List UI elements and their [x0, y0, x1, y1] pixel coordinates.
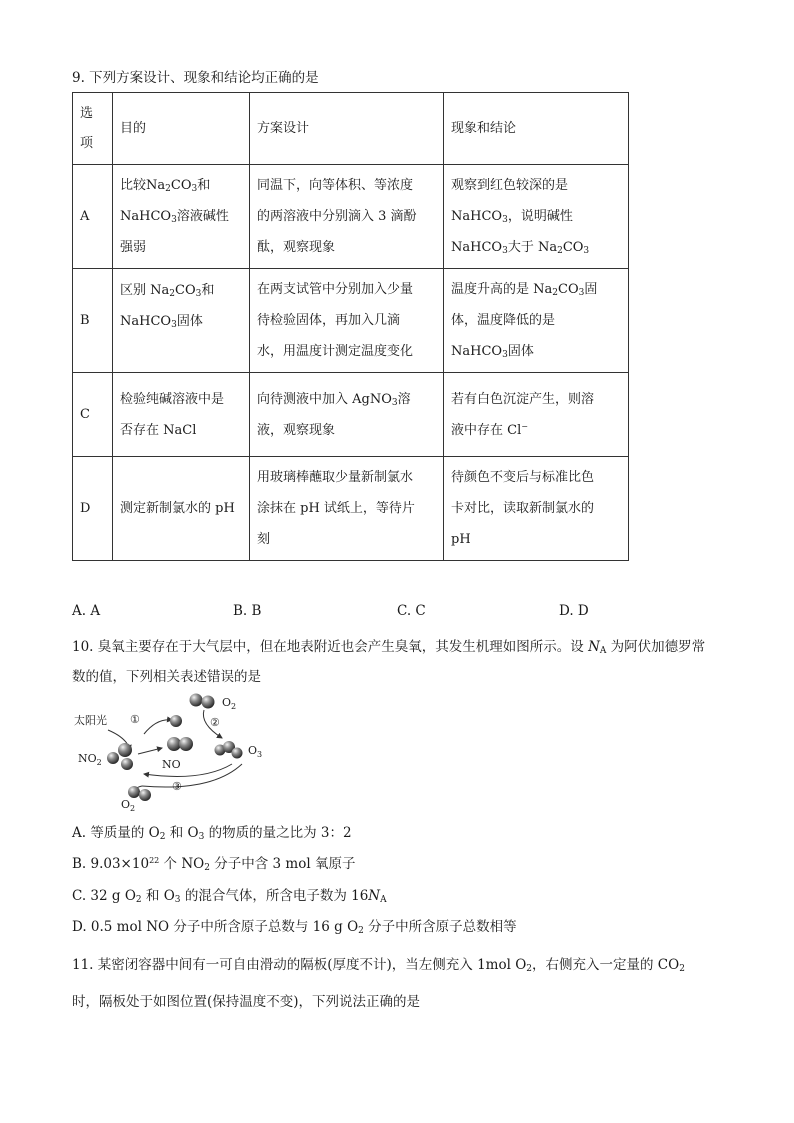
o2-bottom-atom — [128, 786, 140, 798]
row-result: 若有白色沉淀产生，则溶 液中存在 Cl− — [444, 373, 629, 457]
o2-bottom-atom — [139, 789, 151, 801]
q10-option-a[interactable]: A. 等质量的 $O_2$ 和 $O_3$ 的物质的量之比为 3：2 — [72, 825, 352, 842]
table-row — [73, 165, 629, 269]
header-purpose: 目的 — [113, 93, 250, 165]
ozone-mechanism-diagram — [72, 688, 292, 813]
q10-option-b[interactable]: B. $9.03\times 10^{22}$ 个 $NO_2$ 分子中含 3 mol 氧原子 — [72, 856, 356, 873]
row-option: B — [73, 269, 113, 373]
table-row — [73, 457, 629, 561]
q10-stem-line2: 数的值，下列相关表述错误的是 — [72, 669, 261, 685]
step-2-label: ② — [210, 716, 220, 729]
q9-choice-d[interactable]: D. D — [559, 603, 589, 619]
table-header-row — [73, 93, 629, 165]
no2-label: $NO_2$ — [78, 752, 102, 767]
header-design: 方案设计 — [250, 93, 444, 165]
q11-stem-line2: 时，隔板处于如图位置(保持温度不变)，下列说法正确的是 — [72, 994, 421, 1010]
cycle-arrow — [144, 764, 232, 776]
header-option — [73, 93, 113, 165]
o2-bottom-label: $O_2$ — [121, 798, 136, 813]
o3-atom — [232, 748, 243, 759]
table-row — [73, 269, 629, 373]
step-1-arrow — [144, 720, 172, 734]
q9-choice-c[interactable]: C. C — [397, 603, 426, 619]
q10-stem-line1: 10. 臭氧主要存在于大气层中，但在地表附近也会产生臭氧，其发生机理如图所示。设 $N_A$ 为阿伏加德罗常 — [72, 639, 706, 656]
row-design: 向待测液中加入 AgNO$_3$溶 液，观察现象 — [250, 373, 444, 457]
no2-atom — [121, 758, 133, 770]
no2-atom — [107, 752, 119, 764]
row-design: 用玻璃棒蘸取少量新制氯水 涂抹在 pH 试纸上，等待片 刻 — [250, 457, 444, 561]
q10-option-c[interactable]: C. 32 g $O_2$ 和 $O_3$ 的混合气体，所含电子数为 $16N_A$ — [72, 888, 387, 905]
step-3-label: ③ — [172, 780, 182, 793]
row-design: 在两支试管中分别加入少量 待检验固体，再加入几滴 水，用温度计测定温度变化 — [250, 269, 444, 373]
q9-choice-b[interactable]: B. B — [233, 603, 262, 619]
o2-top-label: $O_2$ — [222, 696, 237, 711]
row-purpose: 测定新制氯水的 pH — [113, 457, 250, 561]
row-purpose: 检验纯碱溶液中是 否存在 NaCl — [113, 373, 250, 457]
row-result: 观察到红色较深的是 NaHCO$_3$，说明碱性 NaHCO$_3$大于 $Na_2CO_3$ — [444, 165, 629, 269]
o-atom — [170, 715, 182, 727]
o3-label: $O_3$ — [248, 744, 263, 759]
no2-to-no-arrow — [138, 748, 162, 754]
row-option: D — [73, 457, 113, 561]
q11-stem-line1: 11. 某密闭容器中间有一可自由滑动的隔板(厚度不计)，当左侧充入 1mol $O_2$，右侧充入一定量的 $CO_2$ — [72, 957, 685, 974]
no-label: NO — [162, 758, 181, 771]
no2-atom — [118, 743, 132, 757]
row-result: 待颜色不变后与标准比色 卡对比，读取新制氯水的 pH — [444, 457, 629, 561]
step-1-label: ① — [130, 713, 140, 726]
row-option: A — [73, 165, 113, 269]
table-row — [73, 373, 629, 457]
header-option-line1: 选 — [80, 105, 94, 121]
row-design: 同温下，向等体积、等浓度 的两溶液中分别滴入 3 滴酚 酞，观察现象 — [250, 165, 444, 269]
row-option: C — [73, 373, 113, 457]
header-option-line2: 项 — [80, 135, 94, 151]
row-purpose: 比较$Na_2CO_3$和 NaHCO$_3$溶液碱性 强弱 — [113, 165, 250, 269]
row-purpose: 区别 $Na_2CO_3$和 NaHCO$_3$固体 — [113, 269, 250, 373]
row-result: 温度升高的是 $Na_2CO_3$固 体，温度降低的是 NaHCO$_3$固体 — [444, 269, 629, 373]
o2-top-atom — [202, 696, 215, 709]
q9-stem: 9. 下列方案设计、现象和结论均正确的是 — [72, 70, 319, 86]
header-result: 现象和结论 — [444, 93, 629, 165]
q9-table — [72, 92, 629, 561]
o2-top-atom — [190, 694, 203, 707]
q9-choice-a[interactable]: A. A — [72, 603, 101, 619]
no-atom — [179, 737, 193, 751]
no-atom — [167, 737, 181, 751]
sunlight-label: 太阳光 — [74, 714, 107, 727]
q10-option-d[interactable]: D. 0.5 mol NO 分子中所含原子总数与 16 g $O_2$ 分子中所含原子总数相等 — [72, 919, 517, 936]
